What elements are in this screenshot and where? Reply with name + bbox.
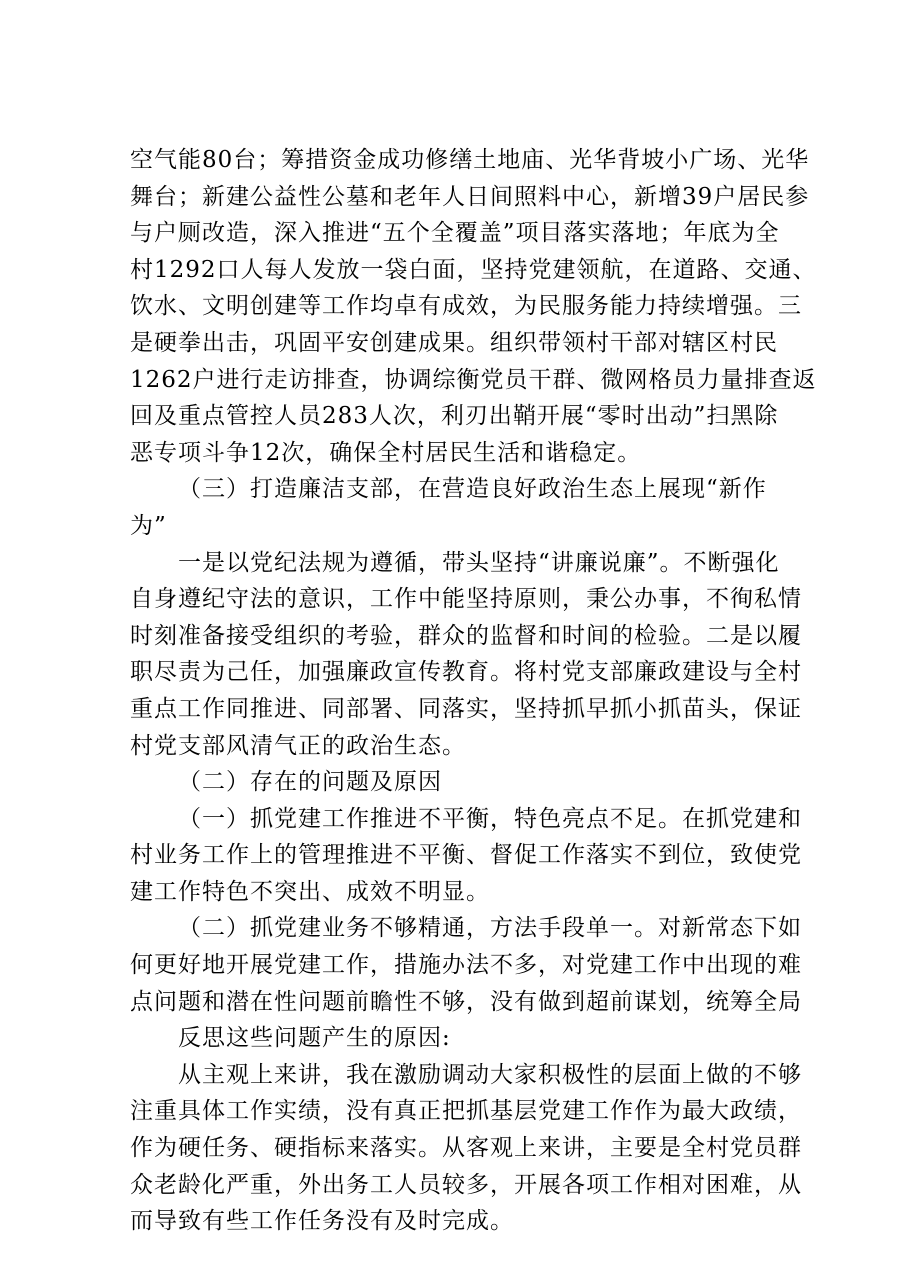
text-line: 作为硬任务、硬指标来落实。从客观上来讲，主要是全村党员群 bbox=[130, 1135, 802, 1162]
text-line: 饮水、文明创建等工作均卓有成效，为民服务能力持续增强。三 bbox=[130, 293, 802, 320]
text-line: 1262户进行走访排查，协调综衡党员干群、微网格员力量排查返 bbox=[130, 366, 817, 393]
text-line: 为” bbox=[130, 512, 167, 539]
document-body bbox=[130, 142, 820, 1240]
text-line: 注重具体工作实绩，没有真正把抓基层党建工作作为最大政绩， bbox=[130, 1098, 802, 1125]
text-line: 一是以党纪法规为遵循，带头坚持“讲廉说廉”。不断强化 bbox=[178, 549, 780, 576]
text-line: （三）打造廉洁支部，在营造良好政治生态上展现“新作 bbox=[178, 476, 767, 503]
text-line: （二）抓党建业务不够精通，方法手段单一。对新常态下如 bbox=[178, 915, 802, 942]
text-line: 反思这些问题产生的原因: bbox=[178, 1025, 451, 1052]
text-line: 而导致有些工作任务没有及时完成。 bbox=[130, 1208, 514, 1235]
text-line: 与户厕改造，深入推进“五个全覆盖”项目落实落地；年底为全 bbox=[130, 220, 780, 247]
text-line: 是硬拳出击，巩固平安创建成果。组织带领村干部对辖区村民 bbox=[130, 329, 778, 356]
text-line: 职尽责为己任，加强廉政宣传教育。将村党支部廉政建设与全村 bbox=[130, 659, 802, 686]
text-line: 村党支部风清气正的政治生态。 bbox=[130, 732, 466, 759]
text-line: 众老龄化严重，外出务工人员较多，开展各项工作相对困难，从 bbox=[130, 1171, 802, 1198]
text-line: 建工作特色不突出、成效不明显。 bbox=[130, 878, 490, 905]
text-line: 舞台；新建公益性公墓和老年人日间照料中心，新增39户居民参 bbox=[130, 183, 810, 210]
text-line: 重点工作同推进、同部署、同落实，坚持抓早抓小抓苗头，保证 bbox=[130, 695, 802, 722]
text-line: 何更好地开展党建工作，措施办法不多，对党建工作中出现的难 bbox=[130, 952, 802, 979]
text-line: 回及重点管控人员283人次，利刃出鞘开展“零时出动”扫黑除 bbox=[130, 403, 779, 430]
text-line: 空气能80台；筹措资金成功修缮土地庙、光华背坡小广场、光华 bbox=[130, 147, 810, 173]
text-line: 点问题和潜在性问题前瞻性不够，没有做到超前谋划，统筹全局 bbox=[130, 988, 802, 1015]
text-line: 村1292口人每人发放一袋白面，坚持党建领航，在道路、交通、 bbox=[130, 256, 817, 283]
text-line: 村业务工作上的管理推进不平衡、督促工作落实不到位，致使党 bbox=[130, 842, 802, 869]
text-line: 恶专项斗争12次，确保全村居民生活和谐稳定。 bbox=[130, 439, 642, 466]
text-line: （一）抓党建工作推进不平衡，特色亮点不足。在抓党建和 bbox=[178, 805, 802, 832]
text-line: （二）存在的问题及原因 bbox=[178, 769, 442, 796]
text-line: 自身遵纪守法的意识，工作中能坚持原则，秉公办事，不徇私情 bbox=[130, 586, 802, 613]
text-line: 从主观上来讲，我在激励调动大家积极性的层面上做的不够 bbox=[178, 1061, 802, 1088]
text-line: 时刻准备接受组织的考验，群众的监督和时间的检验。二是以履 bbox=[130, 622, 802, 649]
